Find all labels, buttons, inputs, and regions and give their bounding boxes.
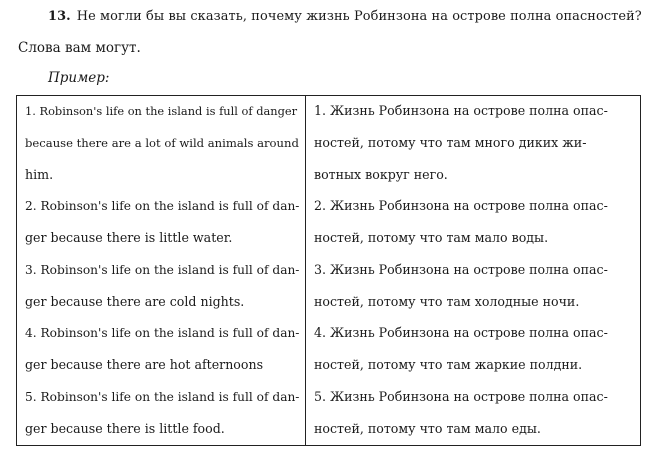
english-line: ger because there is little water. <box>25 230 233 245</box>
english-line: 3. Robinson's life on the island is full of dan- <box>25 263 300 277</box>
english-line: 1. Robinson's life on the island is full of danger <box>25 104 298 118</box>
russian-line: ностей, потому что там мало воды. <box>314 230 549 245</box>
english-line: ger because there is little food. <box>25 421 225 436</box>
russian-line: ностей, потому что там холодные ночи. <box>314 294 580 309</box>
russian-line: 5. Жизнь Робинзона на острове полна опас- <box>314 389 608 404</box>
russian-line: вотных вокруг него. <box>314 167 448 182</box>
russian-line: 2. Жизнь Робинзона на острове полна опас- <box>314 198 608 213</box>
english-line: because there are a lot of wild animals around <box>25 136 299 150</box>
english-column <box>17 96 306 445</box>
russian-line: 3. Жизнь Робинзона на острове полна опас- <box>314 262 608 277</box>
russian-line: 4. Жизнь Робинзона на острове полна опас- <box>314 325 608 340</box>
english-line: ger because there are cold nights. <box>25 294 245 309</box>
russian-line: ностей, потому что там много диких жи- <box>314 135 587 150</box>
russian-line: 1. Жизнь Робинзона на острове полна опас- <box>314 103 608 118</box>
task-question <box>48 6 642 28</box>
english-line: ger because there are hot afternoons <box>25 357 264 372</box>
russian-line: ностей, потому что там мало еды. <box>314 421 541 436</box>
russian-column <box>306 96 640 445</box>
english-line: him. <box>25 167 54 182</box>
english-line: 5. Robinson's life on the island is full of dan- <box>25 390 300 404</box>
task-number: 13. <box>48 9 71 24</box>
example-table <box>16 95 641 446</box>
example-label: Пример: <box>48 70 110 86</box>
english-line: 2. Robinson's life on the island is full of dan- <box>25 199 300 213</box>
task-question-continuation: Слова вам могут. <box>18 40 141 56</box>
task-question-text: Не могли бы вы сказать, почему жизнь Робинзона на острове полна опасностей? <box>76 9 642 24</box>
russian-line: ностей, потому что там жаркие полдни. <box>314 357 583 372</box>
english-line: 4. Robinson's life on the island is full of dan- <box>25 326 300 340</box>
